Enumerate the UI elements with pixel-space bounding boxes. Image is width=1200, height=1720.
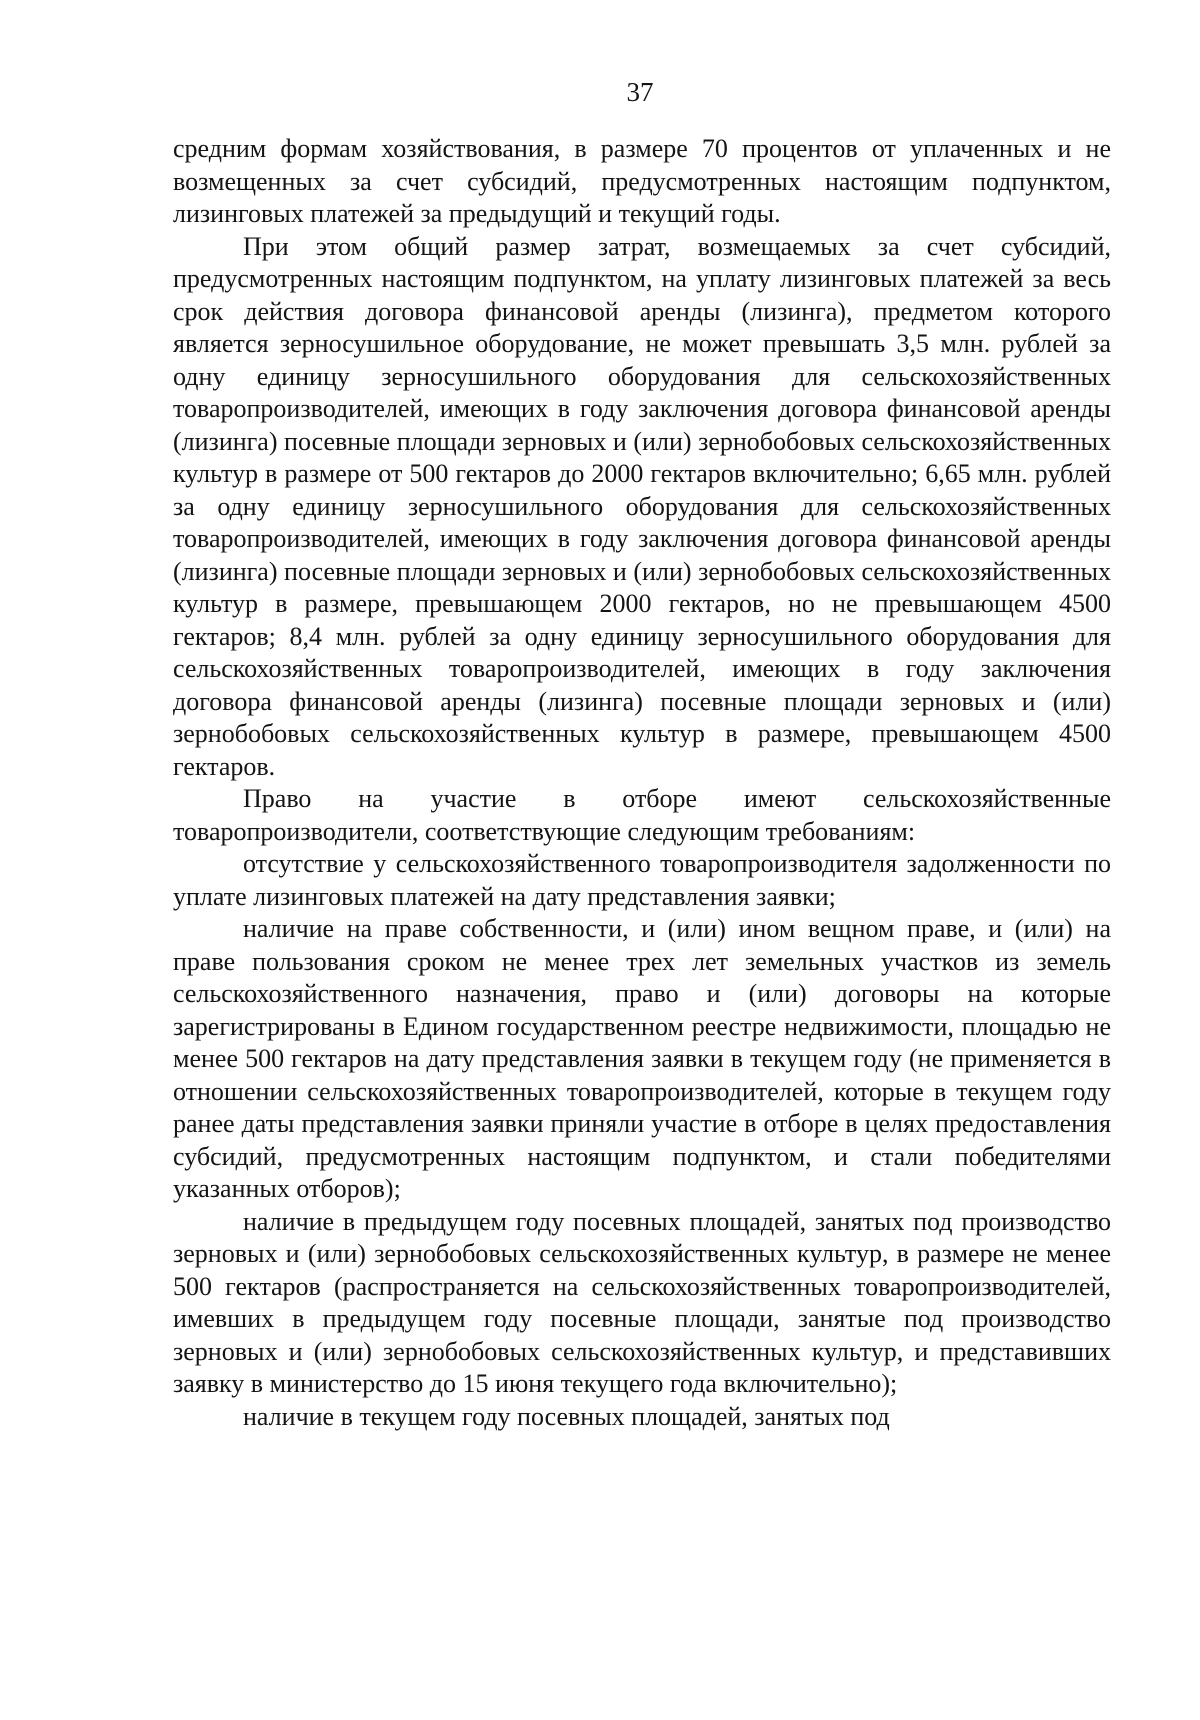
paragraph-requirement-land: наличие на праве собственности, и (или) ином вещном праве, и (или) на праве пользования сроком не менее трех лет земельных участков из земель сельскохозяйственного назначения, право и (или) договоры на которые зарегистрированы в Едином государственном реестре недвижимости, площадью не менее 500 гектаров на дату представления заявки в текущем году (не применяется в отношении сельскохозяйственных товаропроизводителей, которые в текущем году ранее даты представления заявки приняли участие в отборе в целях предоставления субсидий, предусмотренных настоящим подпунктом, и стали победителями указанных отборов); <box>173 914 1111 1203</box>
paragraph-requirement-previous-year-area: наличие в предыдущем году посевных площадей, занятых под производство зерновых и (или) зернобобовых сельскохозяйственных культур, в размере не менее 500 гектаров (распространяется на сельскохозяйственных товаропроизводителей, имевших в предыдущем году посевные площади, занятые под производство зерновых и (или) зернобобовых сельскохозяйственных культур, и представивших заявку в министерство до 15 июня текущего года включительно); <box>173 1206 1111 1398</box>
paragraph-eligibility-intro: Право на участие в отборе имеют сельскохозяйственные товаропроизводители, соответствующие следующим требованиям: <box>173 784 1111 846</box>
paragraph-requirement-current-year-area: наличие в текущем году посевных площадей, занятых под <box>243 1401 890 1431</box>
paragraph-continuation: средним формам хозяйствования, в размере 70 процентов от уплаченных и не возмещенных за счет субсидий, предусмотренных настоящим подпунктом, лизинговых платежей за предыдущий и текущий годы. <box>173 134 1111 228</box>
paragraph-cost-limits: При этом общий размер затрат, возмещаемых за счет субсидий, предусмотренных настоящим подпунктом, на уплату лизинговых платежей за весь срок действия договора финансовой аренды (лизинга), предметом которого является зерносушильное оборудование, не может превышать 3,5 млн. рублей за одну единицу зерносушильного оборудования для сельскохозяйственных товаропроизводителей, имеющих в году заключения договора финансовой аренды (лизинга) посевные площади зерновых и (или) зернобобовых сельскохозяйственных культур в размере от 500 гектаров до 2000 гектаров включительно; 6,65 млн. рублей за одну единицу зерносушильного оборудования для сельскохозяйственных товаропроизводителей, имеющих в году заключения договора финансовой аренды (лизинга) посевные площади зерновых и (или) зернобобовых сельскохозяйственных культур в размере, превышающем 2000 гектаров, но не превышающем 4500 гектаров; 8,4 млн. рублей за одну единицу зерносушильного оборудования для сельскохозяйственных товаропроизводителей, имеющих в году заключения договора финансовой аренды (лизинга) посевные площади зерновых и (или) зернобобовых сельскохозяйственных культур в размере, превышающем 4500 гектаров. <box>173 231 1111 781</box>
paragraph-requirement-no-debt: отсутствие у сельскохозяйственного товаропроизводителя задолженности по уплате лизинговых платежей на дату представления заявки; <box>173 849 1111 911</box>
document-body <box>173 133 1111 1433</box>
page-number: 37 <box>626 77 654 107</box>
